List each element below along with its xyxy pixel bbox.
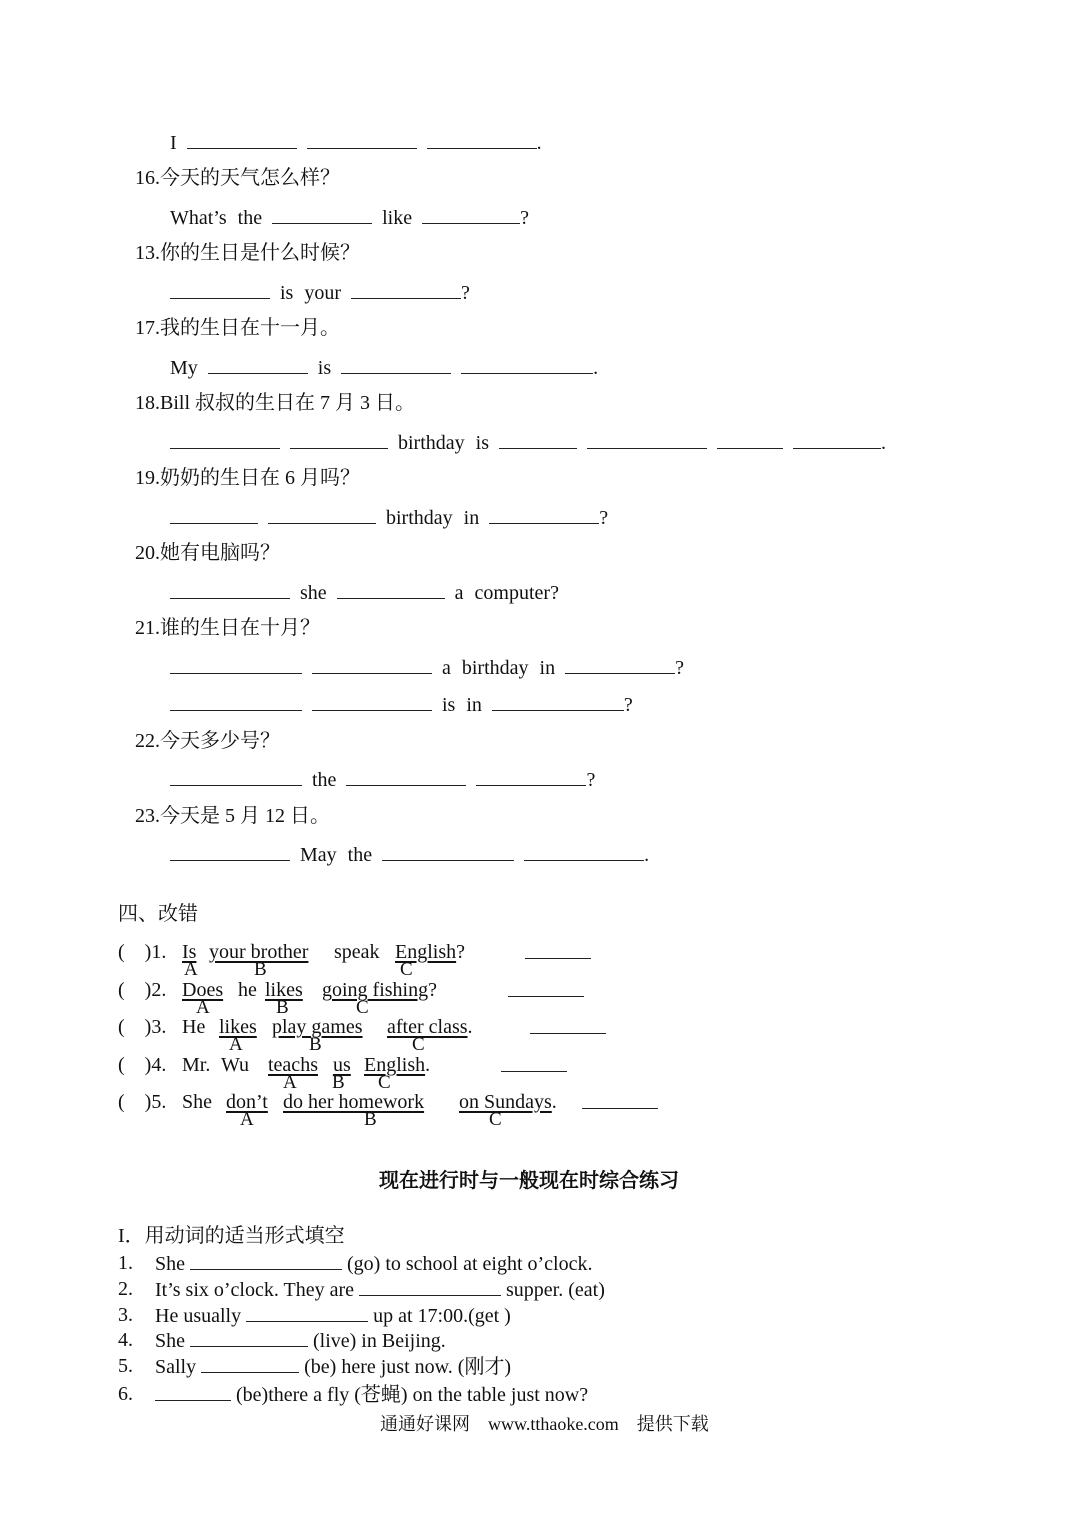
choice-letter: B — [276, 997, 289, 1018]
q13-answer-line: is your ? — [170, 280, 470, 305]
answer-text: My — [170, 357, 198, 379]
blank[interactable] — [272, 205, 372, 224]
q20-prompt: 20.她有电脑吗？ — [135, 542, 280, 564]
blank[interactable] — [170, 842, 290, 861]
item-number: ( )5. — [118, 1091, 167, 1113]
item-number: 1. — [118, 1252, 133, 1274]
item-text: (be) here just now. (刚才) — [304, 1356, 512, 1378]
underlined-part: on Sundays — [459, 1091, 552, 1113]
blank[interactable] — [170, 692, 302, 711]
blank[interactable] — [461, 355, 593, 374]
correction-part: He — [182, 1016, 206, 1038]
correction-part — [364, 1053, 430, 1077]
blank[interactable] — [476, 767, 586, 786]
exercise-item-1-text — [155, 1251, 593, 1276]
q13-prompt: 13.你的生日是什么时候？ — [135, 242, 360, 264]
choice-letter: C — [356, 997, 369, 1018]
underlined-part: English — [395, 941, 457, 963]
blank[interactable] — [359, 1277, 501, 1296]
answer-text: she — [300, 582, 327, 604]
choice-letter: B — [254, 959, 267, 980]
q23-prompt: 23.今天是 5 月 12 日。 — [135, 805, 330, 827]
underlined-part: don’t — [226, 1091, 268, 1113]
punctuation: . — [425, 1054, 431, 1076]
q17-prompt: 17.我的生日在十一月。 — [135, 317, 340, 339]
exercise-item-2 — [118, 1277, 133, 1301]
answer-text: is in — [442, 694, 482, 716]
q16-prompt: 16.今天的天气怎么样？ — [135, 167, 340, 189]
answer-blank[interactable] — [501, 1053, 567, 1078]
correction-part: speak — [334, 941, 380, 963]
underlined-part: going fishing — [322, 979, 429, 1001]
exercise-heading: I．用动词的适当形式填空 — [118, 1225, 345, 1247]
correction-part: he — [238, 979, 257, 1001]
blank[interactable] — [492, 692, 624, 711]
page-footer: 通通好课网 www.tthaoke.com 提供下载 — [380, 1414, 709, 1434]
choice-letter: C — [412, 1034, 425, 1055]
correction-part — [387, 1015, 473, 1039]
underlined-part: after class — [387, 1016, 468, 1038]
blank[interactable] — [246, 1303, 368, 1322]
blank[interactable] — [382, 842, 514, 861]
q21-answer-line-1: a birthday in ? — [170, 655, 684, 680]
correction-part — [322, 978, 437, 1002]
answer-text: What’s the — [170, 207, 263, 229]
answer-text: May the — [300, 844, 373, 866]
blank[interactable] — [524, 842, 644, 861]
exercise-item-3-text — [155, 1303, 511, 1328]
underlined-part: us — [333, 1054, 351, 1076]
blank[interactable] — [793, 430, 881, 449]
correction-part — [459, 1090, 557, 1114]
exercise-item-5 — [118, 1354, 133, 1378]
underlined-part: do her homework — [283, 1091, 425, 1113]
answer-text: a computer? — [454, 582, 559, 604]
answer-text: birthday is — [398, 432, 489, 454]
underlined-part: your brother — [209, 941, 309, 963]
underlined-part: likes — [265, 979, 303, 1001]
q22-prompt: 22.今天多少号？ — [135, 730, 280, 752]
item-number: ( )2. — [118, 979, 167, 1001]
punctuation: . — [551, 1091, 557, 1113]
answer-blank[interactable] — [582, 1090, 658, 1115]
item-number: 2. — [118, 1278, 133, 1300]
item-text: It’s six o’clock. They are — [155, 1279, 355, 1301]
exercise-item-6-text — [155, 1382, 588, 1407]
q21-prompt: 21.谁的生日在十月？ — [135, 617, 320, 639]
item-text: supper. (eat) — [506, 1279, 605, 1301]
q20-answer-line — [170, 580, 559, 605]
punctuation: ? — [456, 941, 466, 963]
correction-item-4 — [118, 1053, 166, 1077]
blank[interactable] — [346, 767, 466, 786]
blank[interactable] — [341, 355, 451, 374]
blank[interactable] — [351, 280, 461, 299]
choice-letter: B — [332, 1072, 345, 1093]
blank[interactable] — [427, 130, 537, 149]
exercise-item-3 — [118, 1303, 133, 1327]
item-text: (live) in Beijing. — [313, 1330, 446, 1352]
correction-part: Mr. Wu — [182, 1054, 250, 1076]
blank[interactable] — [170, 580, 290, 599]
blank[interactable] — [190, 1328, 308, 1347]
section-title: 现在进行时与一般现在时综合练习 — [379, 1168, 679, 1192]
blank[interactable] — [170, 505, 258, 524]
blank[interactable] — [155, 1382, 231, 1401]
q16-answer-line: What’s the like ? — [170, 207, 529, 229]
correction-part — [283, 1090, 424, 1114]
correction-item-2 — [118, 978, 166, 1002]
item-number: 3. — [118, 1304, 133, 1326]
blank[interactable] — [312, 692, 432, 711]
choice-letter: A — [240, 1109, 254, 1130]
blank[interactable] — [201, 1354, 299, 1373]
answer-text: the — [312, 769, 337, 791]
choice-letter: A — [196, 997, 210, 1018]
punctuation: ? — [428, 979, 438, 1001]
q19-prompt: 19.奶奶的生日在 6 月吗？ — [135, 467, 360, 489]
choice-letter: A — [229, 1034, 243, 1055]
answer-text: is — [317, 357, 332, 379]
blank[interactable] — [170, 767, 302, 786]
correction-part: She — [182, 1091, 212, 1113]
blank[interactable] — [565, 655, 675, 674]
item-number: 5. — [118, 1355, 133, 1377]
blank[interactable] — [187, 130, 297, 149]
blank[interactable] — [422, 205, 520, 224]
exercise-item-2-text — [155, 1277, 605, 1302]
choice-letter: C — [400, 959, 413, 980]
q17-answer-line: My is . — [170, 357, 599, 379]
exercise-item-4 — [118, 1328, 133, 1352]
item-text: up at 17:00.(get ) — [373, 1305, 511, 1327]
underlined-part: Does — [182, 979, 224, 1001]
blank[interactable] — [190, 1251, 342, 1270]
answer-blank[interactable] — [508, 978, 584, 1003]
item-text: (be)there a fly (苍蝇) on the table just now? — [236, 1384, 589, 1406]
blank[interactable] — [290, 430, 388, 449]
underlined-part: play games — [272, 1016, 363, 1038]
answer-text: birthday in — [386, 507, 480, 529]
item-number: ( )4. — [118, 1054, 167, 1076]
item-text: Sally — [155, 1356, 197, 1378]
answer-blank[interactable] — [530, 1015, 606, 1040]
punctuation: . — [467, 1016, 473, 1038]
item-text: He usually — [155, 1305, 242, 1327]
q19-answer-line: birthday in ? — [170, 505, 608, 530]
q22-answer-line: the ? — [170, 767, 595, 792]
correction-item-5 — [118, 1090, 166, 1114]
q18-prompt: 18.Bill 叔叔的生日在 7 月 3 日。 — [135, 392, 416, 414]
item-text: (go) to school at eight o’clock. — [347, 1253, 593, 1275]
underlined-part: teachs — [268, 1054, 318, 1076]
q23-answer-line: May the . — [170, 842, 649, 867]
answer-text: like — [382, 207, 413, 229]
blank[interactable] — [170, 280, 270, 299]
item-number: 6. — [118, 1383, 133, 1405]
answer-text: I — [170, 132, 177, 154]
answer-blank[interactable] — [525, 940, 591, 965]
item-number: ( )3. — [118, 1016, 167, 1038]
blank[interactable] — [312, 655, 432, 674]
blank[interactable] — [170, 430, 280, 449]
correction-item-3 — [118, 1015, 166, 1039]
q15-answer-line: I . — [170, 132, 542, 154]
section-heading-correction: 四、改错 — [118, 903, 198, 925]
item-number: 4. — [118, 1329, 133, 1351]
blank[interactable] — [268, 505, 376, 524]
item-number: ( )1. — [118, 941, 167, 963]
blank[interactable] — [170, 655, 302, 674]
blank[interactable] — [587, 430, 707, 449]
answer-text: a birthday in — [442, 657, 556, 679]
blank[interactable] — [499, 430, 577, 449]
underlined-part: Is — [182, 941, 197, 963]
blank[interactable] — [307, 130, 417, 149]
choice-letter: B — [364, 1109, 377, 1130]
q21-answer-line-2: is in ? — [170, 692, 633, 717]
blank[interactable] — [489, 505, 599, 524]
exercise-item-4-text — [155, 1328, 446, 1353]
exercise-item-6 — [118, 1382, 133, 1406]
exercise-item-5-text — [155, 1354, 511, 1379]
choice-letter: C — [489, 1109, 502, 1130]
blank[interactable] — [337, 580, 445, 599]
underlined-part: English — [364, 1054, 426, 1076]
blank[interactable] — [717, 430, 783, 449]
item-text: She — [155, 1330, 185, 1352]
correction-item-1 — [118, 940, 166, 964]
choice-letter: B — [309, 1034, 322, 1055]
choice-letter: A — [184, 959, 198, 980]
underlined-part: likes — [219, 1016, 257, 1038]
exercise-item-1 — [118, 1251, 133, 1275]
item-text: She — [155, 1253, 185, 1275]
choice-letter: C — [378, 1072, 391, 1093]
answer-text: is your — [280, 282, 341, 304]
blank[interactable] — [208, 355, 308, 374]
choice-letter: A — [283, 1072, 297, 1093]
q18-answer-line: birthday is . — [170, 430, 886, 455]
